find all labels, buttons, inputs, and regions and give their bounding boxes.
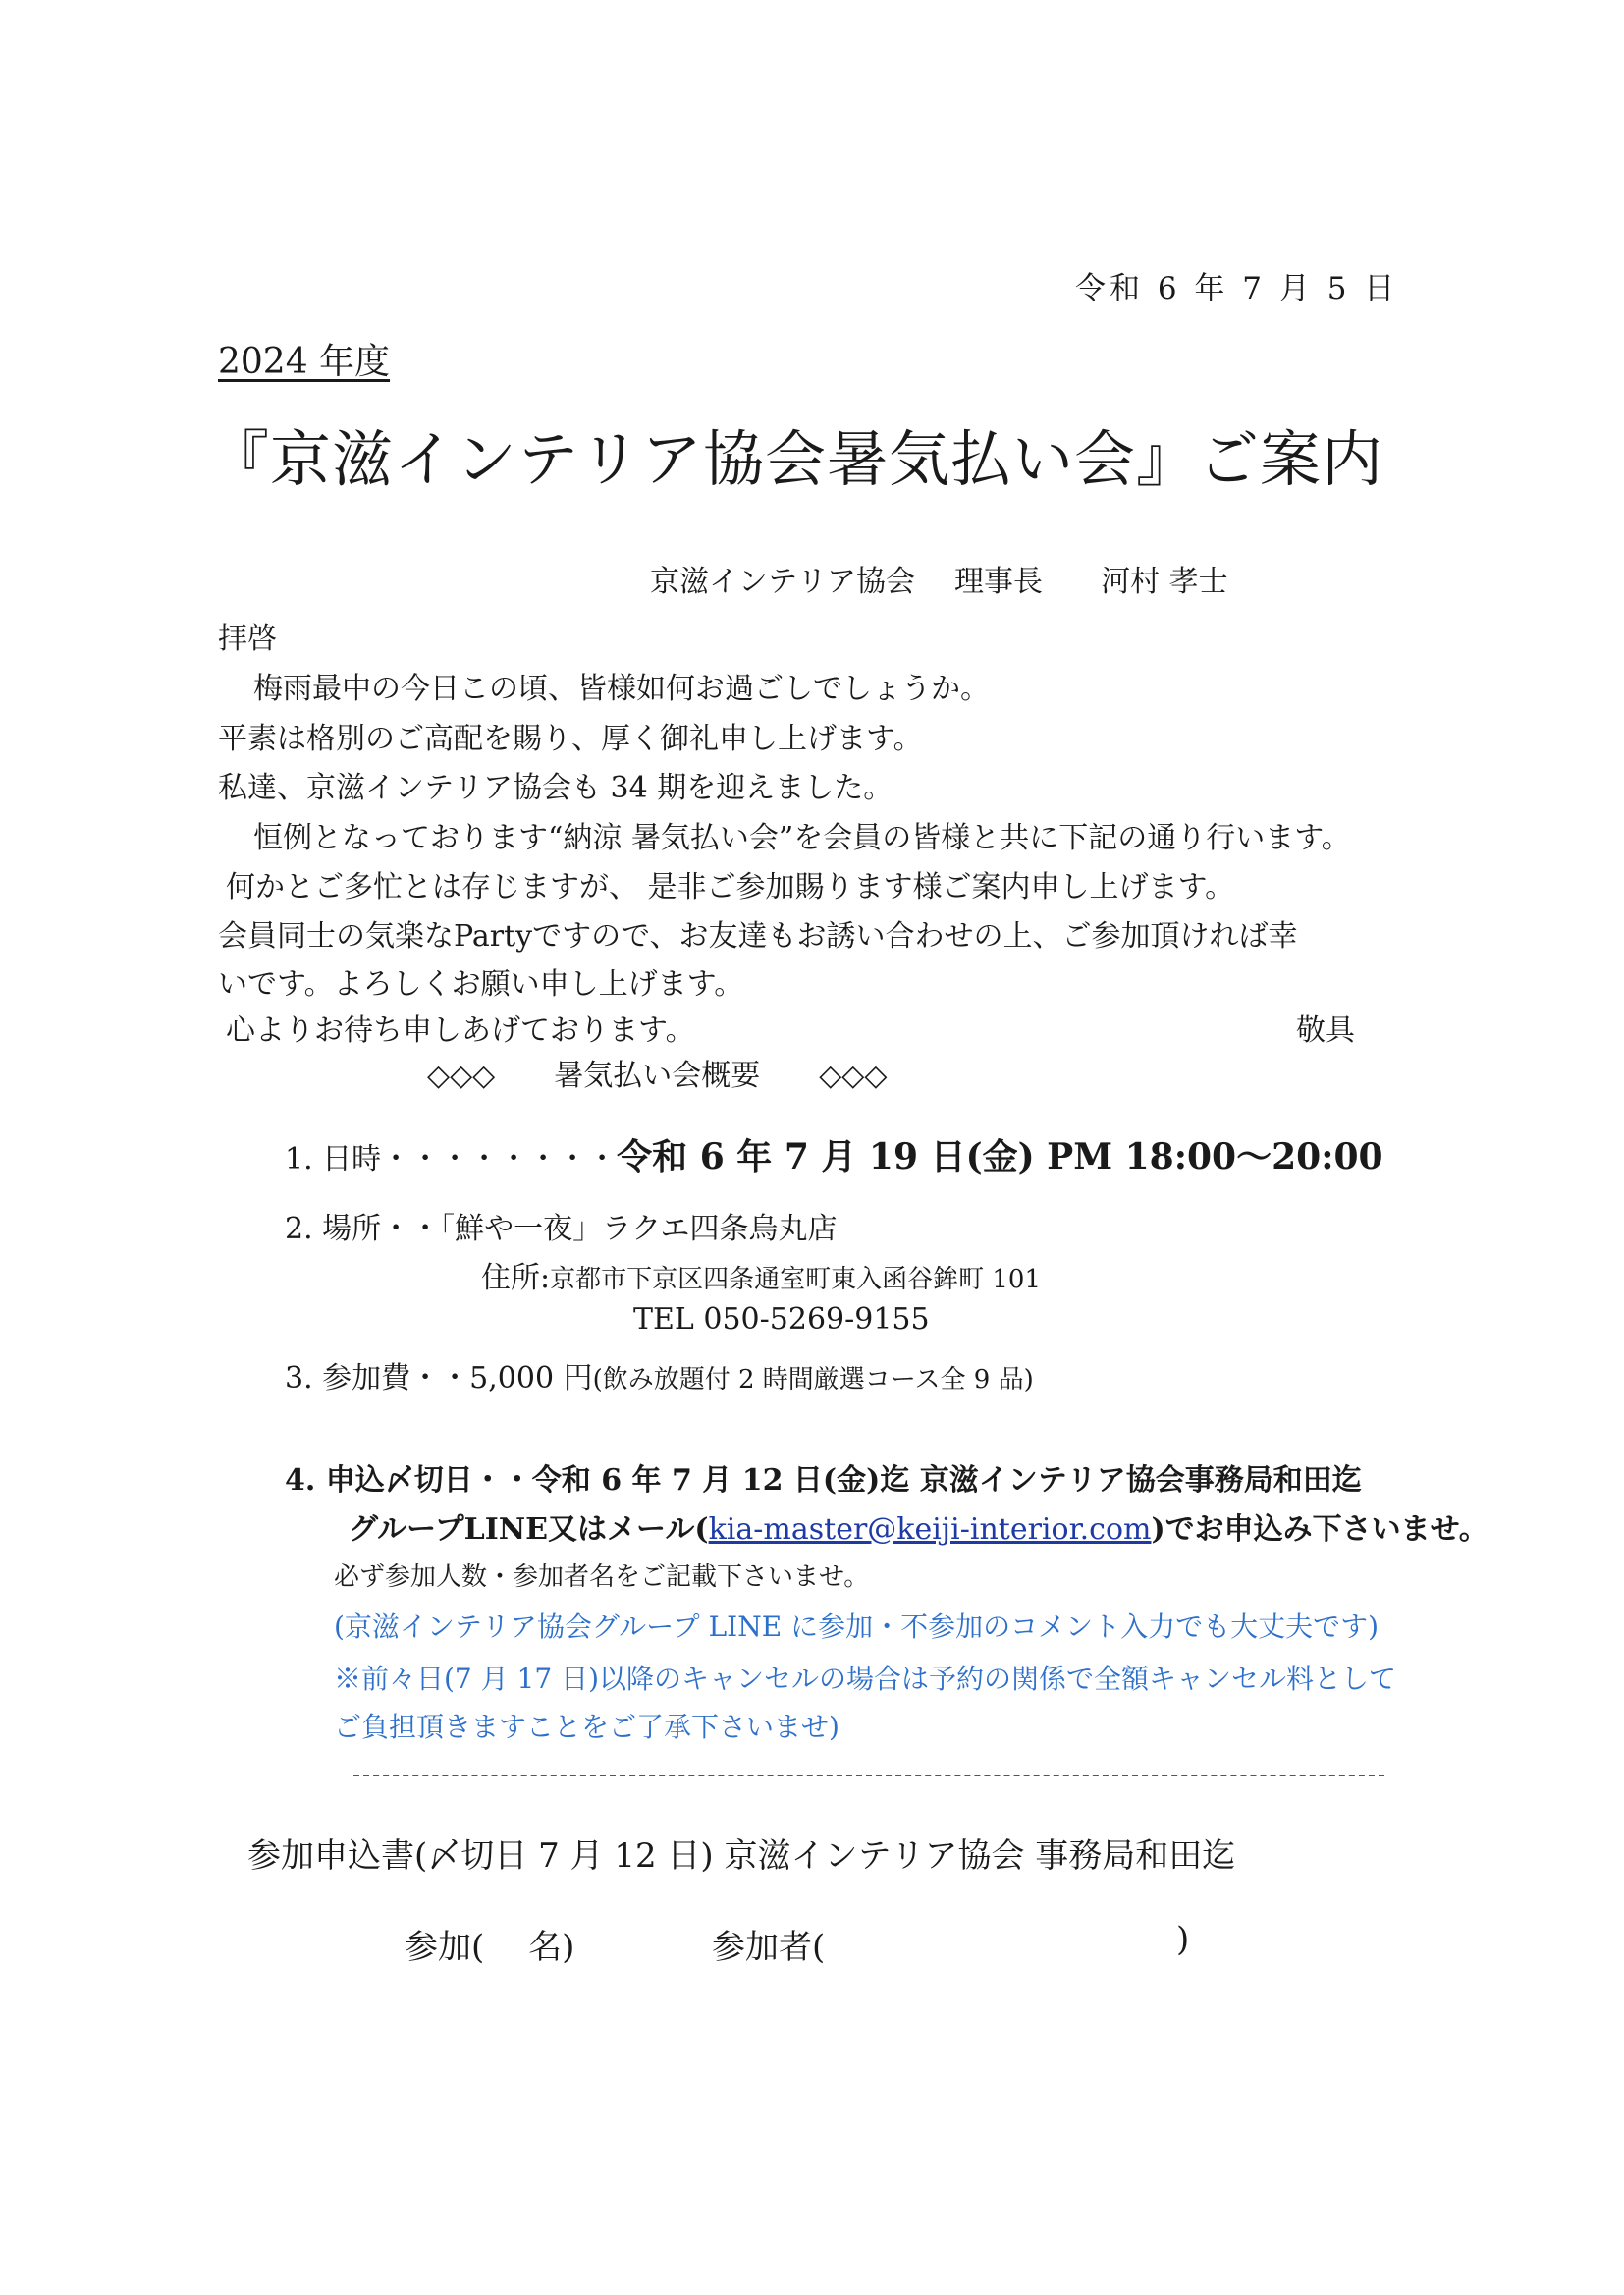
contact-suffix: )でお申込み下さいませ。 xyxy=(1151,1512,1489,1547)
letter-line: 恒例となっております“納涼 暑気払い会”を会員の皆様と共に下記の通り行います。 xyxy=(253,821,1351,855)
item-fee xyxy=(285,1353,1034,1396)
item-fee-label: 3. 参加費・・5,000 円 xyxy=(285,1361,593,1395)
address-value: 京都市下京区四条通室町東入函谷鉾町 101 xyxy=(550,1265,1042,1294)
item-venue: 2. 場所・・「鮮や一夜」ラクエ四条烏丸店 xyxy=(285,1212,838,1246)
item-deadline-note: 必ず参加人数・参加者名をご記載下さいませ。 xyxy=(334,1562,870,1592)
item-note-blue: ※前々日(7 月 17 日)以降のキャンセルの場合は予約の関係で全額キャンセル料として xyxy=(334,1663,1396,1695)
item-note-blue: (京滋インテリア協会グループ LINE に参加・不参加のコメント入力でも大丈夫です) xyxy=(334,1611,1380,1643)
letter-line: いです。よろしくお願い申し上げます。 xyxy=(218,967,744,1002)
contact-prefix: グループLINE又はメール( xyxy=(349,1512,709,1547)
participant-field[interactable] xyxy=(854,1920,1168,1963)
item-deadline-contact xyxy=(349,1504,1489,1548)
item-datetime-label: 1. 日時・・・・・・・・ xyxy=(285,1142,618,1176)
item-venue-address xyxy=(481,1253,1041,1296)
item-deadline: 4. 申込〆切日・・令和 6 年 7 月 12 日(金)迄 京滋インテリア協会事務局和田迄 xyxy=(285,1463,1362,1498)
item-note-blue: ご負担頂きますことをご了承下さいませ) xyxy=(334,1711,839,1743)
salutation: 拝啓 xyxy=(218,622,277,656)
sender-organization: 京滋インテリア協会 xyxy=(650,565,915,599)
participant-field-close: ) xyxy=(1176,1920,1190,1959)
address-label: 住所: xyxy=(481,1261,551,1295)
letter-line: 心よりお待ち申しあげております。 xyxy=(226,1013,695,1048)
fiscal-year: 2024 年度 xyxy=(218,342,391,382)
summary-heading: ◇◇◇ 暑気払い会概要 ◇◇◇ xyxy=(427,1059,888,1093)
item-datetime-value: 令和 6 年 7 月 19 日(金) PM 18:00〜20:00 xyxy=(617,1136,1383,1177)
sender-line xyxy=(650,557,1228,600)
closing-word: 敬具 xyxy=(1296,1013,1355,1048)
letter-line: 平素は格別のご高配を賜り、厚く御礼申し上げます。 xyxy=(218,722,923,756)
cut-line-divider xyxy=(353,1775,1384,1776)
item-datetime xyxy=(285,1129,1383,1179)
letter-line: 何かとご多忙とは存じますが、 是非ご参加賜ります様ご案内申し上げます。 xyxy=(226,870,1235,904)
letter-line: 私達、京滋インテリア協会も 34 期を迎えました。 xyxy=(218,771,893,805)
participant-field-label: 参加者( xyxy=(712,1928,826,1967)
document-title: 『京滋インテリア協会暑気払い会』ご案内 xyxy=(208,423,1384,495)
sender-role: 理事長 xyxy=(954,565,1043,599)
attend-count-field[interactable]: 参加( 名) xyxy=(405,1928,575,1967)
form-heading: 参加申込書(〆切日 7 月 12 日) 京滋インテリア協会 事務局和田迄 xyxy=(247,1836,1236,1876)
contact-email-link[interactable]: kia-master@keiji-interior.com xyxy=(708,1512,1152,1547)
sender-name: 河村 孝士 xyxy=(1101,565,1228,599)
letter-line: 梅雨最中の今日この頃、皆様如何お過ごしでしょうか。 xyxy=(253,672,990,706)
letter-line: 会員同士の気楽なPartyですので、お友達もお誘い合わせの上、ご参加頂ければ幸 xyxy=(218,919,1298,954)
document-date: 令和 6 年 7 月 5 日 xyxy=(1075,271,1399,306)
item-fee-note: (飲み放題付 2 時間厳選コース全 9 品) xyxy=(592,1365,1034,1394)
item-venue-tel: TEL 050-5269-9155 xyxy=(633,1302,930,1337)
